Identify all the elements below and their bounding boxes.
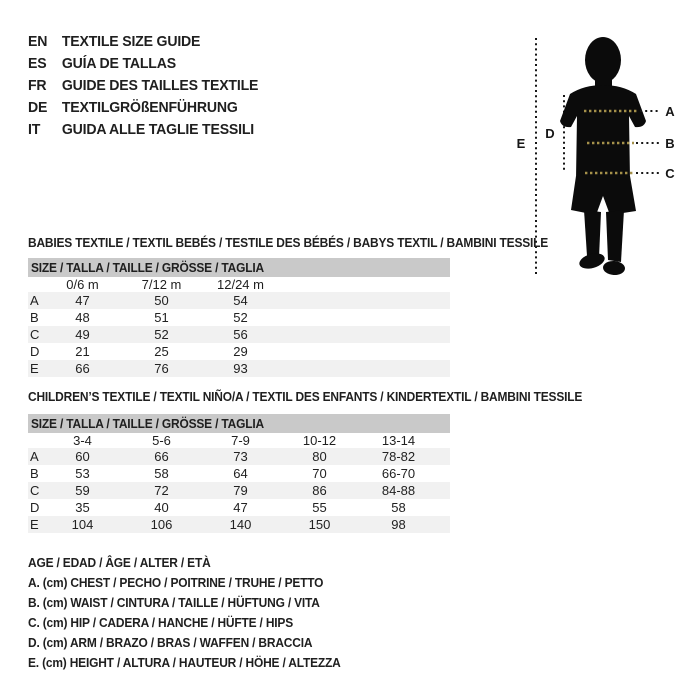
column-header: 10-12	[302, 433, 337, 448]
row-label: C	[30, 483, 40, 498]
column-header: 13-14	[381, 433, 416, 448]
language-row	[28, 97, 258, 119]
filler-cell	[438, 482, 450, 499]
table-cell: 29	[233, 344, 248, 359]
table-cell: 56	[233, 327, 248, 342]
table-cell: 35	[75, 500, 90, 515]
table-cell: 86	[312, 483, 327, 498]
table-cell: 52	[154, 327, 169, 342]
babies-size-table	[28, 258, 450, 377]
language-code: FR	[28, 77, 47, 94]
table-cell: 66	[154, 449, 169, 464]
size-header-bar	[28, 414, 450, 433]
language-title: GUÍA DE TALLAS	[61, 55, 176, 72]
table-cell: 140	[229, 517, 252, 532]
table-row	[28, 343, 450, 360]
legend-line-height: E. (cm) HEIGHT / ALTURA / HAUTEUR / HÖHE / ALTEZZA	[28, 655, 341, 670]
table-row	[28, 360, 450, 377]
language-title: TEXTILGRÖßENFÜHRUNG	[61, 99, 238, 116]
table-cell: 50	[154, 293, 169, 308]
table-row	[28, 465, 450, 482]
table-cell: 66	[75, 361, 90, 376]
table-cell: 80	[312, 449, 327, 464]
filler-cell	[438, 448, 450, 465]
table-cell: 70	[312, 466, 327, 481]
table-cell: 40	[154, 500, 169, 515]
row-label: A	[30, 293, 39, 308]
table-row	[28, 516, 450, 533]
language-title-list	[28, 31, 273, 141]
table-row	[28, 292, 450, 309]
legend-line-hip: C. (cm) HIP / CADERA / HANCHE / HÜFTE / HIPS	[28, 615, 294, 630]
row-label: D	[30, 500, 40, 515]
table-row	[28, 448, 450, 465]
table-row	[28, 482, 450, 499]
table-cell: 66-70	[381, 466, 416, 481]
measure-label-b: B	[665, 136, 675, 151]
row-label: A	[30, 449, 39, 464]
table-cell: 54	[233, 293, 248, 308]
table-cell: 25	[154, 344, 169, 359]
size-header-label: SIZE / TALLA / TAILLE / GRÖSSE / TAGLIA	[31, 416, 264, 431]
column-header: 5-6	[152, 433, 171, 448]
column-header: 7/12 m	[141, 277, 182, 292]
children-column-header-row	[28, 433, 450, 448]
child-silhouette	[560, 37, 646, 276]
language-row	[28, 53, 258, 75]
table-cell: 150	[308, 517, 331, 532]
column-header: 7-9	[231, 433, 250, 448]
column-header: 3-4	[73, 433, 92, 448]
measure-label-d: D	[545, 126, 555, 141]
filler-cell	[280, 277, 450, 292]
column-header: 0/6 m	[66, 277, 99, 292]
legend-line-arm: D. (cm) ARM / BRAZO / BRAS / WAFFEN / BRACCIA	[28, 635, 313, 650]
measure-label-a: A	[665, 104, 675, 119]
empty-corner-cell	[28, 277, 43, 292]
babies-column-header-row	[28, 277, 450, 292]
table-row	[28, 499, 450, 516]
table-cell: 73	[233, 449, 248, 464]
language-code: DE	[28, 99, 48, 116]
language-row	[28, 119, 258, 141]
measure-label-c: C	[665, 166, 675, 181]
filler-cell	[438, 499, 450, 516]
language-title: GUIDE DES TAILLES TEXTILE	[61, 77, 259, 94]
column-header: 12/24 m	[217, 277, 264, 292]
measure-label-e: E	[516, 136, 526, 151]
table-cell: 104	[71, 517, 94, 532]
filler-cell	[438, 516, 450, 533]
table-cell: 76	[154, 361, 169, 376]
table-cell: 60	[75, 449, 90, 464]
filler-cell	[280, 309, 450, 326]
table-cell: 98	[391, 517, 406, 532]
table-cell: 58	[391, 500, 406, 515]
table-cell: 58	[154, 466, 169, 481]
row-label: B	[30, 310, 39, 325]
table-cell: 59	[75, 483, 90, 498]
table-cell: 51	[154, 310, 169, 325]
filler-cell	[438, 465, 450, 482]
children-size-table	[28, 414, 450, 533]
babies-section-title: BABIES TEXTILE / TEXTIL BEBÉS / TESTILE DES BÉBÉS / BABYS TEXTIL / BAMBINI TESSILE	[28, 235, 549, 250]
table-row	[28, 326, 450, 343]
table-cell: 64	[233, 466, 248, 481]
filler-cell	[280, 343, 450, 360]
row-label: C	[30, 327, 40, 342]
table-row	[28, 309, 450, 326]
table-cell: 72	[154, 483, 169, 498]
legend-line-age: AGE / EDAD / ÂGE / ALTER / ETÀ	[28, 555, 211, 570]
language-code: IT	[28, 121, 41, 138]
filler-cell	[280, 360, 450, 377]
table-cell: 93	[233, 361, 248, 376]
children-section-title: CHILDREN’S TEXTILE / TEXTIL NIÑO/A / TEXTIL DES ENFANTS / KINDERTEXTIL / BAMBINI TESSILE	[28, 389, 583, 404]
table-cell: 55	[312, 500, 327, 515]
table-cell: 84-88	[381, 483, 416, 498]
filler-cell	[280, 326, 450, 343]
table-cell: 47	[233, 500, 248, 515]
table-cell: 79	[233, 483, 248, 498]
language-code: EN	[28, 33, 48, 50]
table-cell: 49	[75, 327, 90, 342]
row-label: D	[30, 344, 40, 359]
legend-line-chest: A. (cm) CHEST / PECHO / POITRINE / TRUHE / PETTO	[28, 575, 324, 590]
filler-cell	[280, 292, 450, 309]
language-code: ES	[28, 55, 47, 72]
table-cell: 48	[75, 310, 90, 325]
table-cell: 47	[75, 293, 90, 308]
row-label: E	[30, 517, 39, 532]
table-cell: 78-82	[381, 449, 416, 464]
table-cell: 21	[75, 344, 90, 359]
language-title: GUIDA ALLE TAGLIE TESSILI	[61, 121, 255, 138]
legend-line-waist: B. (cm) WAIST / CINTURA / TAILLE / HÜFTUNG / VITA	[28, 595, 320, 610]
measurement-legend	[28, 553, 368, 673]
size-header-bar	[28, 258, 450, 277]
empty-corner-cell	[28, 433, 43, 448]
filler-cell	[438, 433, 450, 448]
table-cell: 53	[75, 466, 90, 481]
language-row	[28, 75, 258, 97]
table-cell: 52	[233, 310, 248, 325]
table-cell: 106	[150, 517, 173, 532]
size-header-label: SIZE / TALLA / TAILLE / GRÖSSE / TAGLIA	[31, 260, 264, 275]
language-row	[28, 31, 258, 53]
row-label: B	[30, 466, 39, 481]
language-title: TEXTILE SIZE GUIDE	[61, 33, 201, 50]
row-label: E	[30, 361, 39, 376]
